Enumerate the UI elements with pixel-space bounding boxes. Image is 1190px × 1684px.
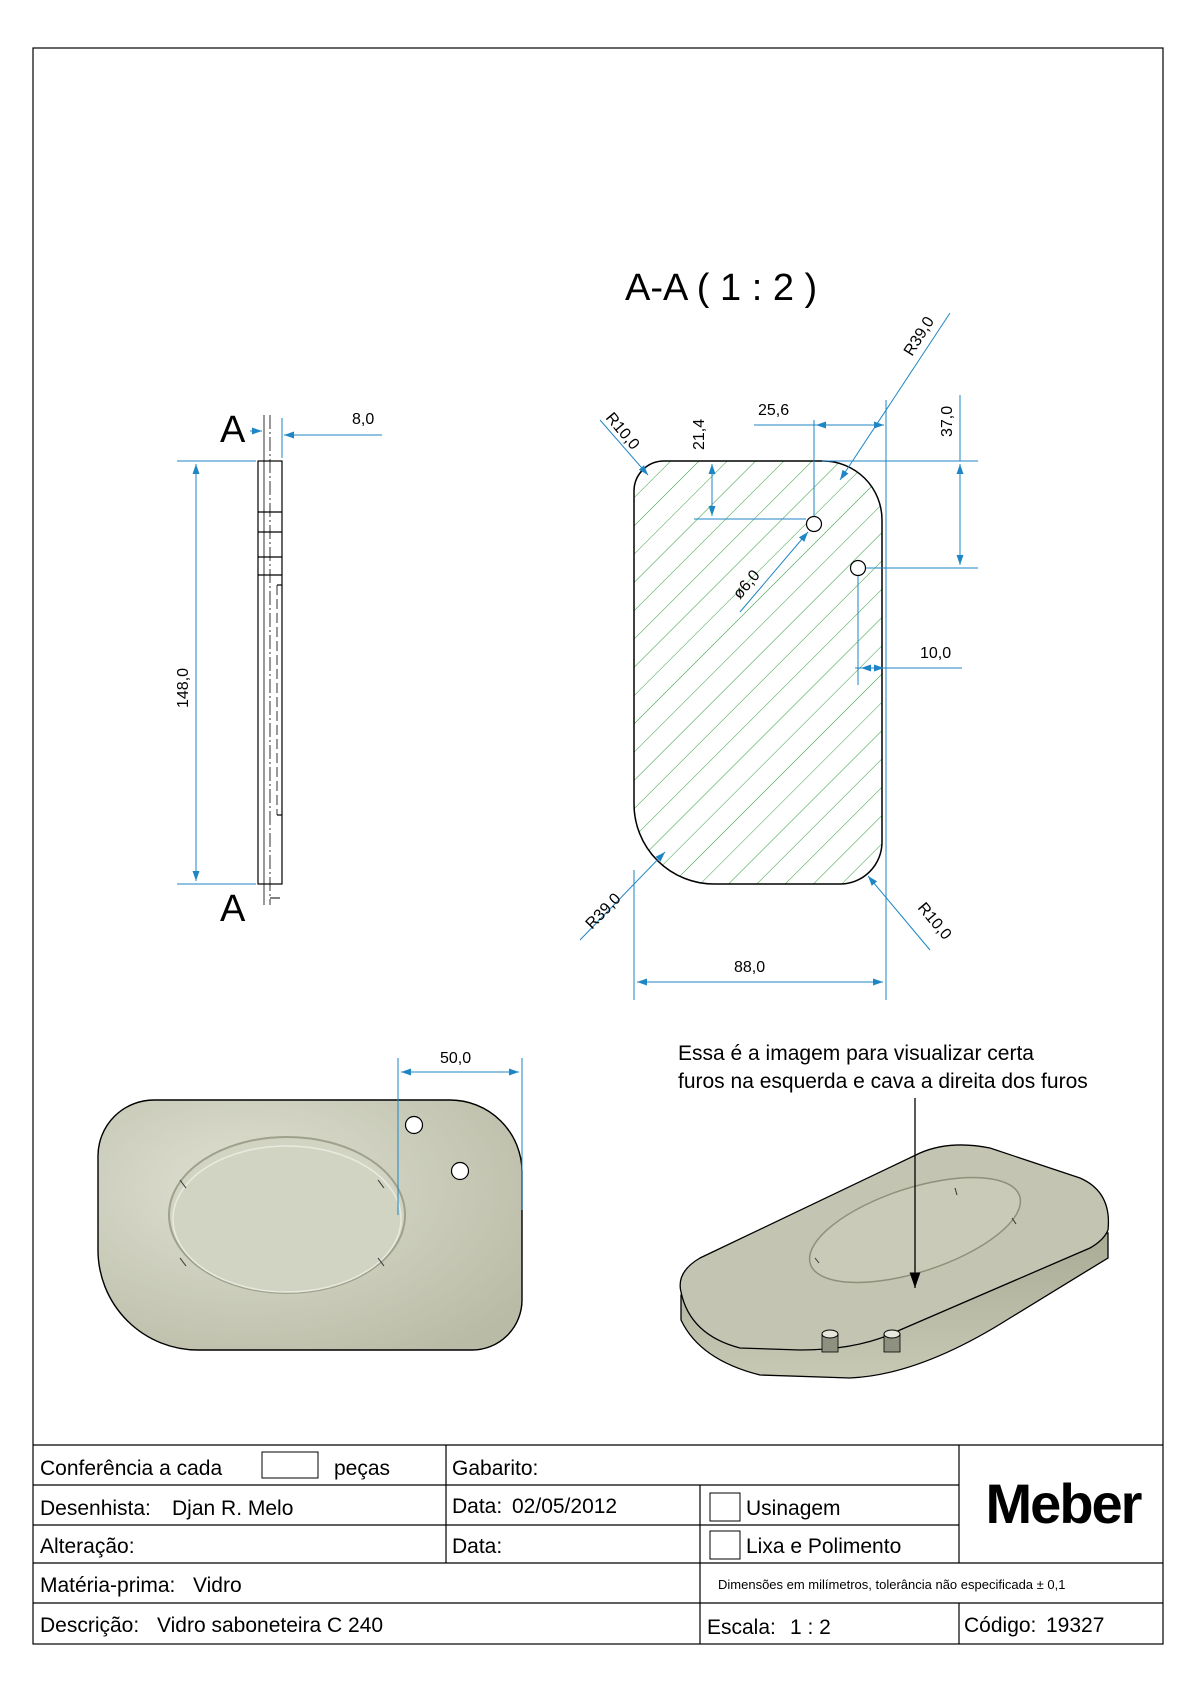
desenhista-value: Djan R. Melo bbox=[172, 1497, 294, 1520]
materia-value: Vidro bbox=[193, 1574, 242, 1597]
iso-hole-2 bbox=[884, 1330, 900, 1352]
materia-label: Matéria-prima: bbox=[40, 1574, 176, 1597]
dim-hole-dia: ø6,0 bbox=[730, 567, 764, 603]
dim-line-r39-top bbox=[840, 313, 950, 480]
render-hole-2 bbox=[452, 1163, 469, 1180]
pecas-label: peças bbox=[334, 1457, 391, 1480]
usinagem-checkbox[interactable] bbox=[710, 1493, 740, 1521]
descricao-value: Vidro saboneteira C 240 bbox=[157, 1614, 384, 1637]
dim-thickness: 8,0 bbox=[352, 411, 375, 428]
iso-hole-1 bbox=[822, 1330, 838, 1352]
data-value: 02/05/2012 bbox=[512, 1495, 618, 1518]
note-line-2: furos na esquerda e cava a direita dos furos bbox=[678, 1070, 1088, 1093]
dim-height: 148,0 bbox=[175, 667, 192, 708]
conferencia-input[interactable] bbox=[262, 1452, 318, 1478]
dim-width: 88,0 bbox=[734, 959, 766, 976]
sheet-border bbox=[33, 48, 1163, 1644]
codigo-value: 19327 bbox=[1046, 1614, 1105, 1637]
desenhista-label: Desenhista: bbox=[40, 1497, 151, 1520]
dim-r10-bottom: R10,0 bbox=[913, 899, 955, 944]
data2-label: Data: bbox=[452, 1535, 503, 1558]
side-view bbox=[175, 409, 382, 930]
note-line-1: Essa é a imagem para visualizar certa bbox=[678, 1042, 1034, 1065]
title-block bbox=[33, 1445, 1163, 1644]
codigo-label: Código: bbox=[964, 1614, 1037, 1637]
descricao-label: Descrição: bbox=[40, 1614, 140, 1637]
conferencia-label: Conferência a cada bbox=[40, 1457, 223, 1480]
dim-r39-top: R39,0 bbox=[900, 313, 939, 360]
section-marker-bottom: A bbox=[220, 888, 246, 930]
section-hatch-shape bbox=[634, 461, 882, 884]
lixa-checkbox[interactable] bbox=[710, 1531, 740, 1559]
section-marker-top: A bbox=[220, 409, 246, 451]
render-iso bbox=[678, 1042, 1108, 1378]
dim-10-0: 10,0 bbox=[920, 645, 952, 662]
usinagem-label: Usinagem bbox=[746, 1497, 841, 1520]
alteracao-label: Alteração: bbox=[40, 1535, 135, 1558]
gabarito-label: Gabarito: bbox=[452, 1457, 539, 1480]
escala-value: 1 : 2 bbox=[790, 1616, 831, 1639]
dim-r10-top: R10,0 bbox=[601, 409, 643, 454]
dim-37-0: 37,0 bbox=[939, 405, 956, 437]
render-hole-1 bbox=[406, 1117, 423, 1134]
hole-1 bbox=[807, 517, 822, 532]
section-title: A-A ( 1 : 2 ) bbox=[625, 267, 818, 309]
meber-logo: Meber bbox=[985, 1472, 1141, 1535]
render-front bbox=[98, 1050, 522, 1350]
data-label: Data: bbox=[452, 1495, 503, 1518]
escala-label: Escala: bbox=[707, 1616, 776, 1639]
hole-2 bbox=[851, 561, 866, 576]
lixa-label: Lixa e Polimento bbox=[746, 1535, 902, 1558]
dim-50: 50,0 bbox=[440, 1050, 472, 1067]
dim-25-6: 25,6 bbox=[758, 402, 790, 419]
dim-r39-bottom: R39,0 bbox=[582, 890, 625, 933]
dim-21-4: 21,4 bbox=[691, 418, 708, 450]
section-view-aa bbox=[580, 267, 978, 1000]
dimensoes-note: Dimensões em milímetros, tolerância não especificada ± 0,1 bbox=[718, 1577, 1066, 1592]
